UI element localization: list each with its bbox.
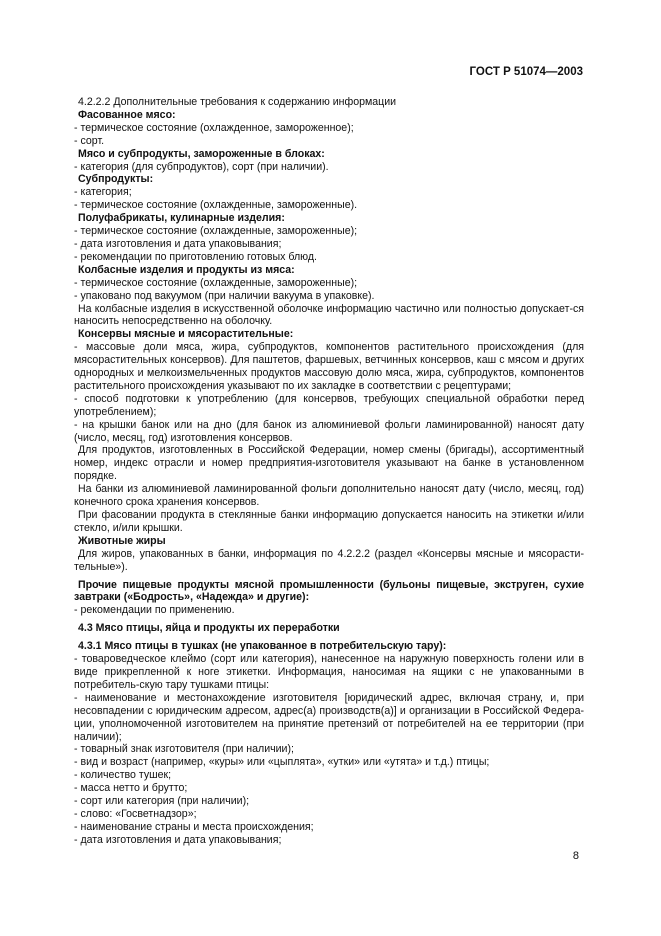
text-paragraph: - масса нетто и брутто; (74, 782, 188, 795)
text-paragraph: - термическое состояние (охлажденные, замороженные); (74, 276, 358, 289)
section-heading: Прочие пищевые продукты мясной промышленности (бульоны пищевые, экструген, сухие завтраки («Бодрость», «Надежда» и другие): (74, 578, 584, 604)
text-paragraph: - термическое состояние (охлажденные, замороженные). (74, 199, 358, 212)
text-paragraph: - упаковано под вакуумом (при наличии вакуума в упаковке). (74, 289, 375, 302)
section-heading: 4.3 Мясо птицы, яйца и продукты их переработки (78, 622, 340, 635)
text-paragraph: На колбасные изделия в искусственной оболочке информацию частично или полностью допускает-ся наносить непосредственно на оболочку. (74, 302, 584, 328)
text-paragraph: - дата изготовления и дата упаковывания; (74, 237, 282, 250)
text-paragraph: - способ подготовки к употреблению (для консервов, требующих специальной обработки перед употреблением); (74, 392, 584, 418)
section-heading: 4.3.1 Мясо птицы в тушках (не упакованное в потребительскую тару): (78, 640, 447, 653)
document-body (74, 96, 584, 847)
section-heading: Животные жиры (78, 534, 166, 547)
text-paragraph: - термическое состояние (охлажденное, замороженное); (74, 121, 354, 134)
text-paragraph: - наименование и местонахождение изготовителя [юридический адрес, включая страну, и, при несовпадении с юридическим адресом, адрес(а) производств(а)] и организации в Российской Федера-ции, уполномоченной изготовителем на принятие претензий от потребителей на ее территории (при наличии); (74, 691, 584, 743)
section-heading: Фасованное мясо: (78, 108, 176, 121)
text-paragraph: - рекомендации по приготовлению готовых блюд. (74, 250, 317, 263)
text-paragraph: - наименование страны и места происхождения; (74, 820, 314, 833)
text-paragraph: - сорт или категория (при наличии); (74, 795, 250, 808)
text-paragraph: - категория; (74, 186, 132, 199)
text-paragraph: - на крышки банок или на дно (для банок из алюминиевой фольги ламинированной) наносят дату (число, месяц, год) изготовления консервов. (74, 418, 584, 444)
text-paragraph: - массовые доли мяса, жира, субпродуктов, компонентов растительного происхождения (для мясорастительных консервов). Для паштетов, фаршевых, ветчинных консервов, каш с мясом и других однородных и мелкоизмельченных продуктов массовую долю мяса, жира, субпродуктов, компонентов растительного происхождения указывают по их закладке в соответствии с рецептурами; (74, 341, 584, 392)
text-paragraph: - категория (для субпродуктов), сорт (при наличии). (74, 160, 329, 173)
text-paragraph: На банки из алюминиевой ламинированной фольги дополнительно наносят дату (число, месяц, год) конечного срока хранения консервов. (74, 483, 584, 509)
section-heading: Субпродукты: (78, 173, 154, 186)
section-heading: Полуфабрикаты, кулинарные изделия: (78, 212, 285, 225)
section-heading: Колбасные изделия и продукты из мяса: (78, 263, 295, 276)
text-paragraph: - количество тушек; (74, 769, 172, 782)
text-paragraph: Для продуктов, изготовленных в Российской Федерации, номер смены (бригады), ассортиментный номер, индекс отрасли и номер предприятия-изготовителя указывают на банке в установленном порядке. (74, 444, 584, 483)
text-paragraph: - товарный знак изготовителя (при наличии); (74, 743, 294, 756)
document-code: ГОСТ Р 51074—2003 (469, 66, 583, 78)
text-paragraph: - термическое состояние (охлажденные, замороженные); (74, 225, 358, 238)
text-paragraph: - рекомендации по применению. (74, 604, 235, 617)
text-paragraph: 4.2.2.2 Дополнительные требования к содержанию информации (78, 96, 397, 108)
text-paragraph: - слово: «Госветнадзор»; (74, 807, 197, 820)
text-paragraph: - вид и возраст (например, «куры» или «цыплята», «утки» или «утята» и т.д.) птицы; (74, 756, 490, 769)
text-paragraph: Для жиров, упакованных в банки, информация по 4.2.2.2 (раздел «Консервы мясные и мясорасти-тельные»). (74, 547, 584, 573)
text-paragraph: - сорт. (74, 134, 105, 147)
text-paragraph: - товароведческое клеймо (сорт или категория), нанесенное на наружную поверхность голени или в виде прикрепленной к ноге этикетки. Информация, наносимая на ящики с не упакованными в потребитель-скую тару тушками птицы: (74, 653, 584, 691)
section-heading: Консервы мясные и мясорастительные: (78, 328, 294, 341)
text-paragraph: При фасовании продукта в стеклянные банки информацию допускается наносить на этикетки и/или стекло, и/или крышки. (74, 509, 584, 534)
section-heading: Мясо и субпродукты, замороженные в блоках: (78, 147, 325, 160)
page-number: 8 (572, 850, 579, 862)
text-paragraph: - дата изготовления и дата упаковывания; (74, 833, 282, 846)
